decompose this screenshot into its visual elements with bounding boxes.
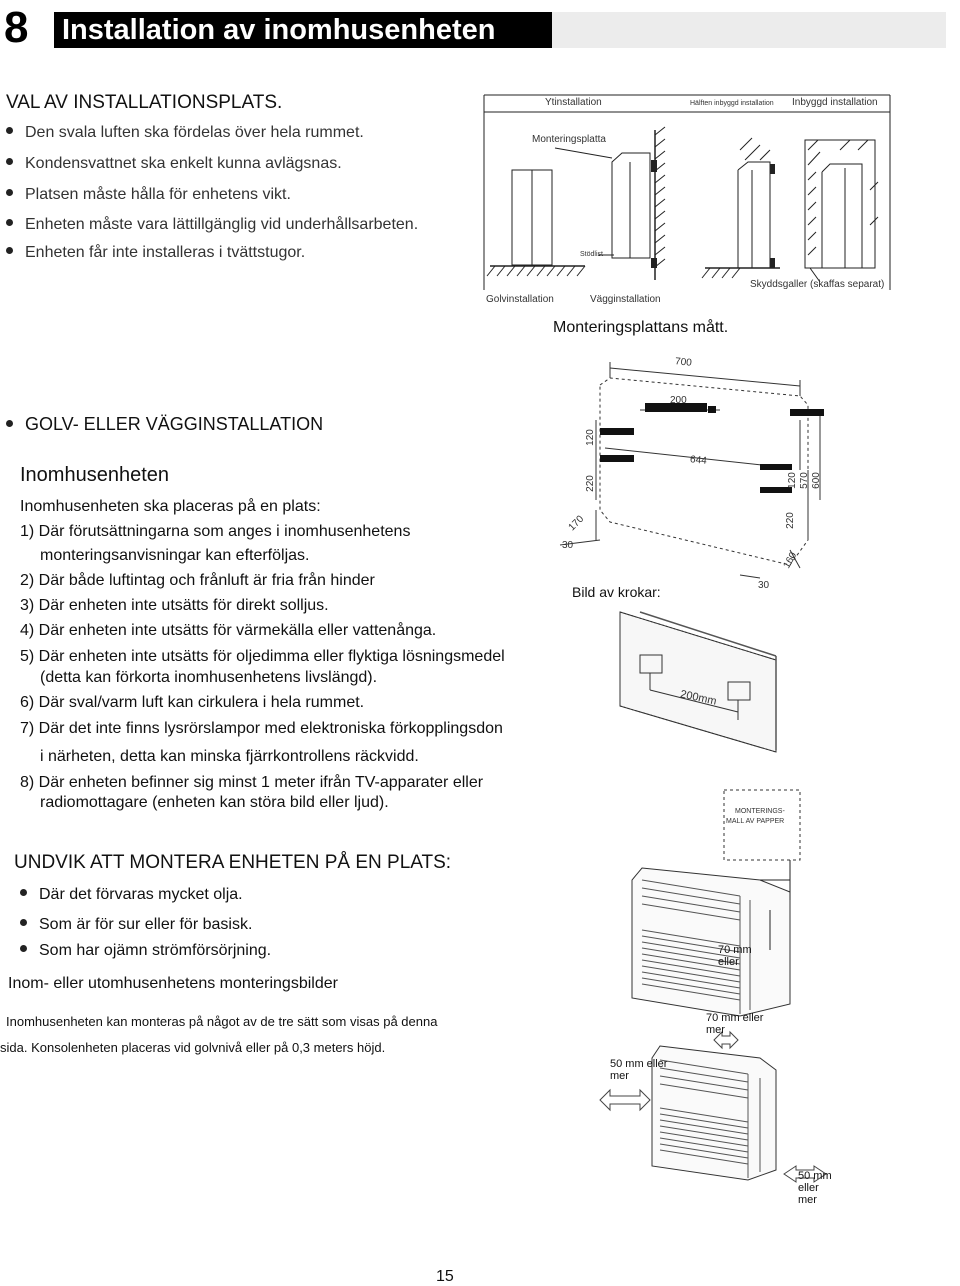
paper-template-label-1: MONTERINGS-	[735, 808, 785, 815]
dim-160: 160	[781, 550, 800, 571]
requirement-item: 7) Där det inte finns lysrörslampor med elektroniska förkopplingsdon	[20, 720, 503, 737]
indoor-unit-subheading: Inomhusenheten	[20, 464, 170, 486]
install-images-text-1: Inomhusenheten kan monteras på något av de tre sätt som visas på denna	[6, 1014, 438, 1029]
requirement-item: (detta kan förkorta inomhusenhetens livslängd).	[40, 669, 378, 686]
bullet-text: Enheten får inte installeras i tvättstugor.	[25, 244, 306, 261]
chapter-number: 8	[4, 3, 29, 52]
dim-200: 200	[670, 395, 687, 406]
clearance-bottom-3: mer	[798, 1194, 817, 1206]
bullet-text: Kondensvattnet ska enkelt kunna avlägsnas.	[25, 155, 342, 172]
requirement-item: i närheten, detta kan minska fjärrkontrollens räckvidd.	[40, 748, 419, 765]
clearance-bottom	[798, 1170, 832, 1206]
label-builtin: Inbyggd installation	[792, 97, 878, 108]
label-wall-install: Vägginstallation	[590, 294, 661, 305]
clearance-top-b-1: 70 mm eller	[706, 1012, 764, 1024]
clearance-side	[610, 1058, 667, 1082]
avoid-heading: UNDVIK ATT MONTERA ENHETEN PÅ EN PLATS:	[14, 852, 452, 873]
clearance-top-b-2: mer	[706, 1024, 725, 1036]
requirement-item: monteringsanvisningar kan efterföljas.	[40, 547, 310, 564]
dim-220-left: 220	[584, 475, 596, 492]
indoor-unit-intro: Inomhusenheten ska placeras på en plats:	[20, 498, 321, 515]
label-support: Stödlist	[580, 251, 603, 258]
label-guard: Skyddsgaller (skaffas separat)	[750, 279, 885, 290]
placement-heading: VAL AV INSTALLATIONSPLATS.	[6, 92, 283, 113]
requirement-item: 6) Där sval/varm luft kan cirkulera i hela rummet.	[20, 694, 365, 711]
clearance-side-1: 50 mm eller	[610, 1058, 668, 1070]
label-surface-install: Ytinstallation	[545, 97, 602, 108]
clearance-side-2: mer	[610, 1070, 629, 1082]
dim-600: 600	[810, 472, 822, 489]
label-mounting-plate: Monteringsplatta	[532, 134, 606, 145]
clearance-bottom-1: 50 mm	[798, 1170, 832, 1182]
requirement-item: 3) Där enheten inte utsätts för direkt solljus.	[20, 597, 329, 614]
hook-spacing: 200mm	[679, 688, 718, 708]
bullet-text: Platsen måste hålla för enhetens vikt.	[25, 186, 291, 203]
dim-644: 644	[689, 454, 708, 467]
clearance-top-a	[718, 944, 752, 968]
dim-30-left: 30	[562, 540, 574, 551]
dim-570: 570	[798, 472, 810, 489]
requirement-item: 8) Där enheten befinner sig minst 1 meter ifrån TV-apparater eller	[20, 774, 484, 791]
install-images-text-2: sida. Konsolenheten placeras vid golvnivå eller på 0,3 meters höjd.	[0, 1040, 386, 1055]
requirement-item: 1) Där förutsättningarna som anges i inomhusenhetens	[20, 523, 411, 540]
page-number: 15	[436, 1268, 454, 1285]
dim-170: 170	[566, 513, 587, 534]
hooks-label: Bild av krokar:	[572, 584, 661, 600]
requirement-item: 4) Där enheten inte utsätts för värmekälla eller vattenånga.	[20, 622, 437, 639]
bullet-text: Som har ojämn strömförsörjning.	[39, 942, 272, 959]
plate-dims-title: Monteringsplattans mått.	[553, 319, 729, 336]
chapter-title: Installation av inomhusenheten	[54, 12, 552, 48]
bullet-text: Den svala luften ska fördelas över hela rummet.	[25, 124, 364, 141]
clearance-top-a-1: 70 mm	[718, 944, 752, 956]
dim-30-right: 30	[758, 580, 770, 591]
label-floor-install: Golvinstallation	[486, 294, 554, 305]
dim-120-left: 120	[584, 429, 596, 446]
requirement-item: radiomottagare (enheten kan störa bild eller ljud).	[40, 794, 389, 811]
dim-220-right: 220	[784, 512, 796, 529]
floor-wall-heading-text: GOLV- ELLER VÄGGINSTALLATION	[25, 414, 324, 434]
requirement-item: 2) Där både luftintag och frånluft är fria från hinder	[20, 572, 375, 589]
bullet-text: Där det förvaras mycket olja.	[39, 886, 243, 903]
bullet-text: Som är för sur eller för basisk.	[39, 916, 253, 933]
clearance-top-b	[706, 1012, 763, 1036]
clearance-top-a-2: eller	[718, 956, 739, 968]
label-half-builtin: Hälften inbyggd installation	[690, 100, 774, 107]
clearance-bottom-2: eller	[798, 1182, 819, 1194]
paper-template-label-2: MALL AV PAPPER	[726, 818, 785, 825]
dim-120-right: 120	[786, 472, 798, 489]
requirement-item: 5) Där enheten inte utsätts för oljedimma eller flyktiga lösningsmedel	[20, 648, 505, 665]
install-images-heading: Inom- eller utomhusenhetens monteringsbilder	[8, 975, 338, 992]
dim-700: 700	[674, 356, 693, 369]
bullet-text: Enheten måste vara lättillgänglig vid underhållsarbeten.	[25, 216, 419, 233]
